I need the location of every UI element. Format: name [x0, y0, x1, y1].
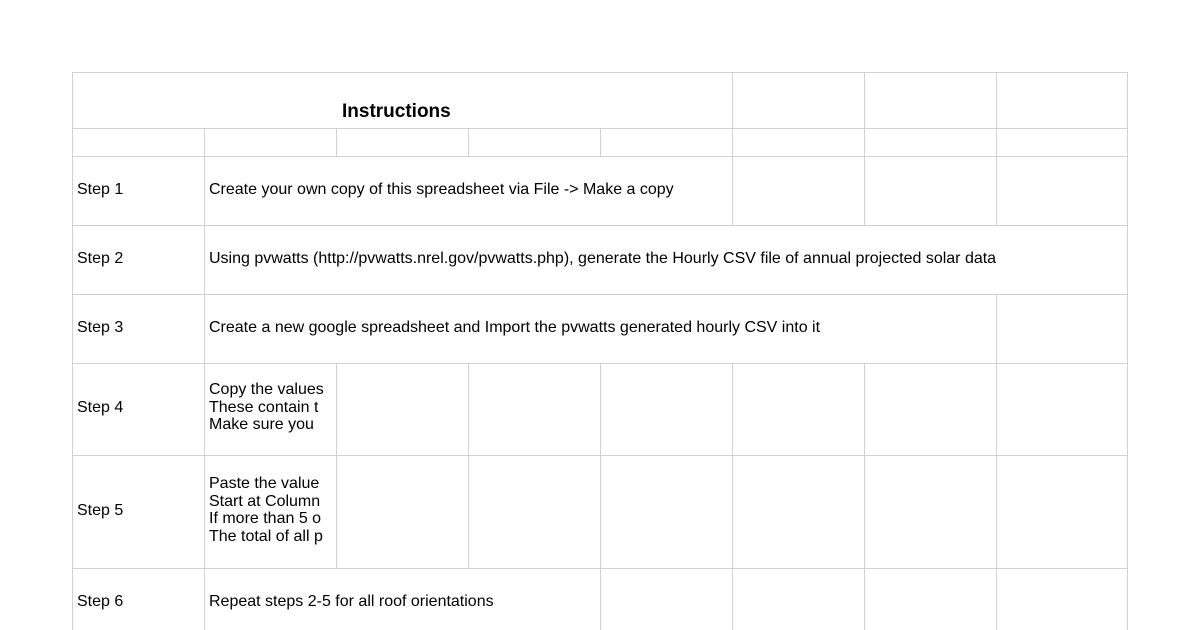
- grid-line: [732, 72, 733, 225]
- step-1-label: Step 1: [77, 181, 124, 198]
- step-5-line: Paste the value: [209, 475, 320, 492]
- step-2-text: Using pvwatts (http://pvwatts.nrel.gov/pvwatts.php), generate the Hourly CSV file of annual projected solar data: [209, 250, 997, 267]
- step-6-text: Repeat steps 2-5 for all roof orientations: [209, 593, 494, 610]
- step-5-line: The total of all p: [209, 527, 323, 545]
- grid-line: [600, 363, 601, 630]
- grid-line: [468, 363, 469, 568]
- grid-line: [864, 72, 865, 225]
- step-5-line: If more than 5 o: [209, 510, 322, 527]
- step-4-line: Make sure you: [209, 416, 314, 433]
- step-3-label: Step 3: [77, 319, 124, 336]
- grid-line: [72, 225, 1128, 226]
- grid-line: [204, 128, 205, 630]
- grid-line: [72, 156, 1128, 157]
- step-3-text: Create a new google spreadsheet and Import the pvwatts generated hourly CSV into it: [209, 319, 821, 336]
- step-5-label: Step 5: [77, 502, 124, 519]
- step-6-label: Step 6: [77, 593, 124, 610]
- grid-line: [72, 72, 73, 630]
- step-5-text: [209, 475, 335, 545]
- step-4-line: Copy the values: [209, 381, 324, 398]
- step-2-label: Step 2: [77, 250, 124, 267]
- step-1-text: Create your own copy of this spreadsheet via File -> Make a copy: [209, 181, 674, 198]
- grid-line: [1127, 72, 1128, 630]
- step-4-text: [209, 381, 335, 434]
- grid-line: [336, 363, 337, 568]
- grid-line: [996, 72, 997, 225]
- grid-line: [864, 363, 865, 630]
- grid-line: [732, 363, 733, 630]
- step-5-line: Start at Column: [209, 492, 321, 510]
- sheet-title: Instructions: [342, 101, 451, 122]
- grid-line: [996, 294, 997, 630]
- grid-line: [336, 128, 337, 156]
- grid-line: [72, 294, 1128, 295]
- step-4-label: Step 4: [77, 399, 124, 416]
- grid-line: [468, 128, 469, 156]
- step-4-line: These contain t: [209, 398, 319, 416]
- grid-line: [600, 128, 601, 156]
- grid-line: [72, 72, 1128, 73]
